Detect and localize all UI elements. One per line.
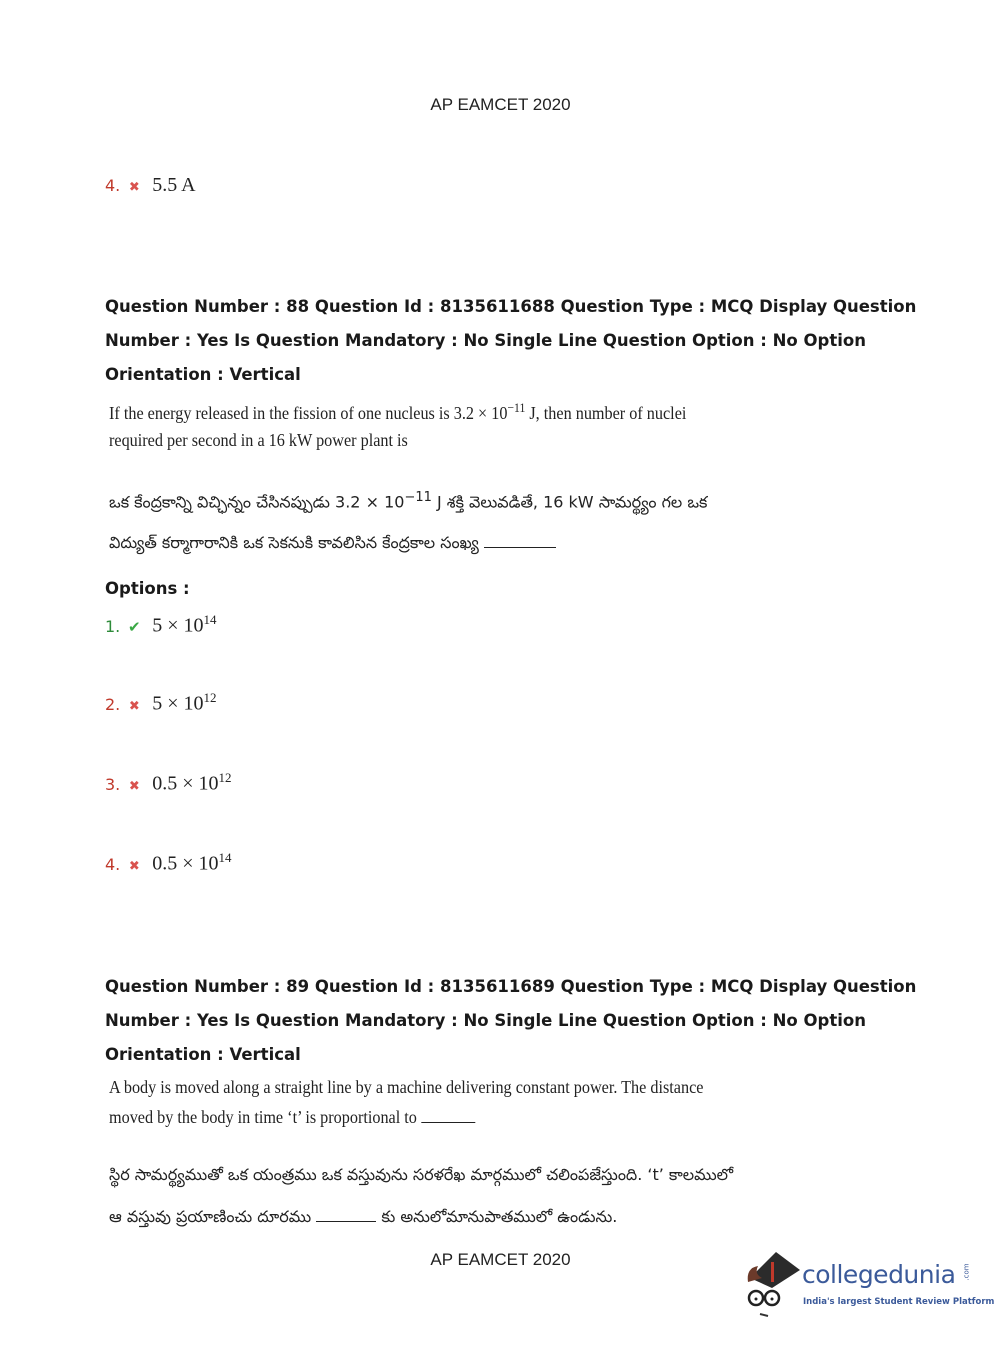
question-text-english: If the energy released in the fission of one nucleus is $3.2 \times 10^{-11}$ J, then number of nuclei [109, 400, 687, 423]
option-row [105, 770, 232, 796]
cross-icon: ✖ [128, 180, 140, 195]
question-meta: Number : Yes Is Question Mandatory : No Single Line Question Option : No Option [105, 331, 866, 350]
question-meta: Number : Yes Is Question Mandatory : No Single Line Question Option : No Option [105, 1011, 866, 1030]
question-text-telugu: ఒక కేంద్రకాన్ని విచ్ఛిన్నం చేసినప్పుడు $3.2 \times 10^{-11}$ J శక్తి వెలువడితే, 16 kW సామర్థ్యం గల ఒక [109, 490, 708, 512]
page-footer: AP EAMCET 2020 [430, 1250, 571, 1269]
question-meta: Orientation : Vertical [105, 365, 301, 384]
option-row [105, 690, 217, 716]
question-meta: Question Number : 88 Question Id : 8135611688 Question Type : MCQ Display Question [105, 297, 917, 316]
cross-icon: ✖ [128, 858, 140, 874]
question-text-telugu: విద్యుత్ కర్మాగారానికి ఒక సెకనుకి కావలిసిన కేంద్రకాల సంఖ్య [109, 533, 556, 556]
option-row [105, 612, 217, 638]
page-header: AP EAMCET 2020 [430, 95, 571, 114]
question-text-english: moved by the body in time ‘t’ is proportional to [109, 1107, 475, 1128]
answer-blank [484, 547, 556, 548]
logo-wordmark: collegedunia [802, 1260, 956, 1289]
option-number: 2. [105, 694, 121, 714]
cross-icon: ✖ [128, 698, 140, 714]
option-value: $5 \times 10^{12}$ [152, 690, 217, 715]
option-value: 5.5 A [152, 174, 196, 196]
option-number: 1. [105, 616, 121, 636]
cross-icon: ✖ [128, 778, 140, 794]
options-label: Options : [105, 579, 190, 598]
logo-tagline: India's largest Student Review Platform [803, 1297, 995, 1307]
option-number: 4. [105, 854, 121, 874]
option-value: $0.5 \times 10^{12}$ [152, 770, 232, 795]
collegedunia-logo [742, 1248, 995, 1318]
question-meta: Question Number : 89 Question Id : 8135611689 Question Type : MCQ Display Question [105, 977, 917, 996]
logo-suffix: .com [962, 1263, 971, 1281]
option-value: $5 \times 10^{14}$ [152, 612, 217, 637]
check-icon: ✔ [127, 617, 141, 636]
question-text-telugu: స్థిర సామర్థ్యముతో ఒక యంత్రము ఒక వస్తువును సరళరేఖ మార్గములో చలింపజేస్తుంది. ‘t’ కాలములో [109, 1165, 734, 1184]
answer-blank [421, 1122, 475, 1123]
question-meta: Orientation : Vertical [105, 1045, 301, 1064]
option-value: $0.5 \times 10^{14}$ [152, 850, 232, 875]
option-number: 4. [105, 176, 121, 195]
option-number: 3. [105, 774, 121, 794]
question-text-english: required per second in a 16 kW power plant is [109, 430, 408, 450]
mascot-icon [742, 1248, 802, 1318]
question-text-telugu: ఆ వస్తువు ప్రయాణించు దూరము కు అనులోమానుపాతములో ఉండును. [109, 1207, 618, 1226]
option-row [105, 174, 196, 197]
question-text-english: A body is moved along a straight line by a machine delivering constant power. The distance [109, 1077, 704, 1097]
answer-blank [316, 1221, 376, 1222]
option-row [105, 850, 232, 876]
